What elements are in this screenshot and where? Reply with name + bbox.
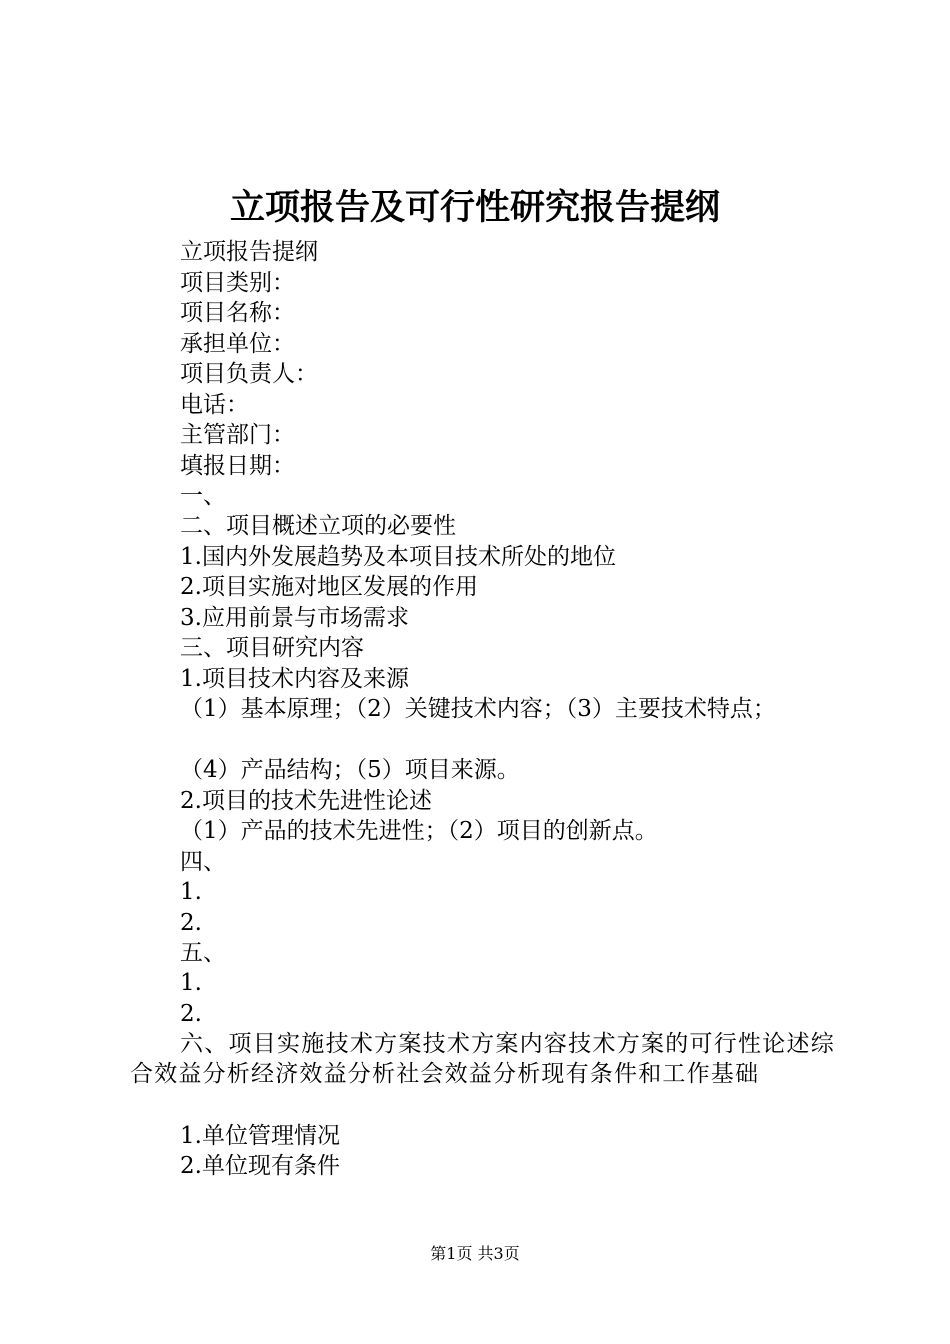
field-project-category: 项目类别：	[180, 270, 295, 296]
outline-item: 1.	[180, 879, 202, 905]
outline-item: 2.项目实施对地区发展的作用	[180, 574, 478, 600]
field-undertaking-unit: 承担单位：	[180, 331, 295, 357]
outline-item: 1.单位管理情况	[180, 1123, 340, 1149]
outline-subitem: （4）产品结构；（5）项目来源。	[180, 757, 520, 783]
outline-subitem: （1）产品的技术先进性；（2）项目的创新点。	[180, 818, 658, 844]
page-footer: 第1页 共3页	[430, 1244, 520, 1263]
field-project-name: 项目名称：	[180, 300, 295, 326]
field-supervising-dept: 主管部门：	[180, 422, 295, 448]
field-phone: 电话：	[180, 392, 249, 418]
section-heading: 三、项目研究内容	[180, 635, 364, 661]
outline-item: 2.项目的技术先进性论述	[180, 788, 432, 814]
outline-item: 2.单位现有条件	[180, 1153, 340, 1179]
outline-item: 1.项目技术内容及来源	[180, 666, 409, 692]
section-heading: 二、项目概述立项的必要性	[180, 513, 456, 539]
section-heading: 四、	[180, 849, 226, 875]
outline-item: 1.国内外发展趋势及本项目技术所处的地位	[180, 544, 616, 570]
section-heading: 五、	[180, 940, 226, 966]
outline-item: 2.	[180, 910, 202, 936]
outline-line: 立项报告提纲	[180, 239, 318, 265]
field-fill-date: 填报日期：	[180, 453, 295, 479]
document-title: 立项报告及可行性研究报告提纲	[229, 187, 720, 228]
outline-subitem: （1）基本原理；（2）关键技术内容；（3）主要技术特点；	[180, 696, 776, 722]
outline-item: 3.应用前景与市场需求	[180, 605, 409, 631]
section-heading: 一、	[180, 483, 226, 509]
outline-item: 1.	[180, 970, 202, 996]
section-paragraph: 六、项目实施技术方案技术方案内容技术方案的可行性论述综合效益分析经济效益分析社会效益分析现有条件和工作基础	[130, 1031, 835, 1087]
field-project-leader: 项目负责人：	[180, 361, 318, 387]
outline-item: 2.	[180, 1001, 202, 1027]
